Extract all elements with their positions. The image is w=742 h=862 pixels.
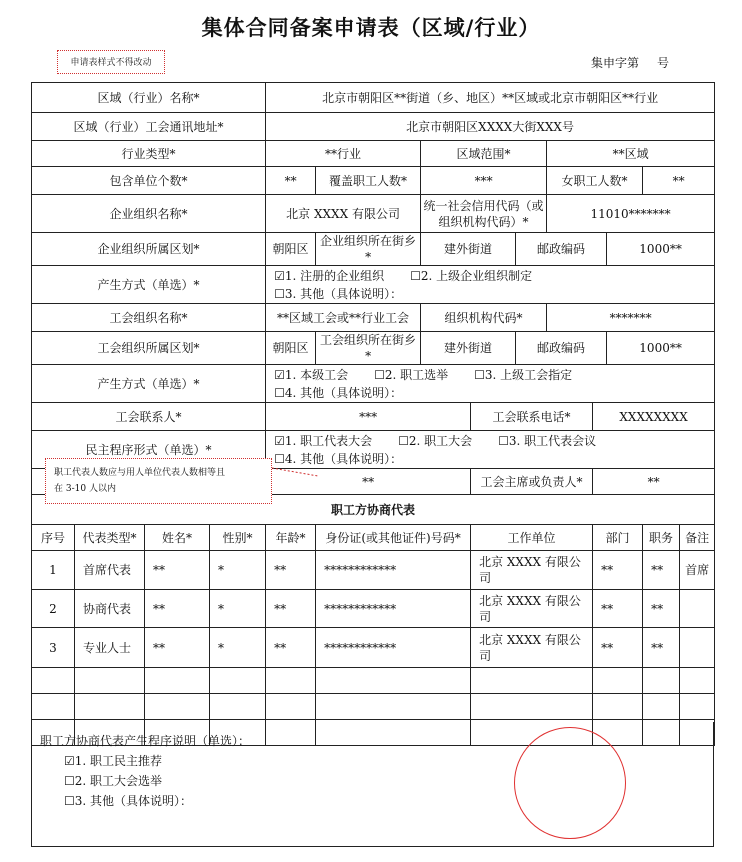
- democratic-option-3[interactable]: ☐3. 职工代表会议: [498, 433, 597, 448]
- union-district-label: 工会组织所属区划*: [32, 332, 266, 365]
- enterprise-district-label: 企业组织所属区划*: [32, 233, 266, 266]
- row-union-address: [32, 113, 715, 141]
- row-union-name: [32, 304, 715, 332]
- union-method-label: 产生方式（单选）*: [32, 365, 266, 403]
- union-method-options: [266, 365, 715, 403]
- region-name-value[interactable]: 北京市朝阳区**街道（乡、地区）**区域或北京市朝阳区**行业: [266, 83, 715, 113]
- procedure-option-2[interactable]: ☐2. 职工大会选举: [64, 774, 163, 788]
- union-method-option-3[interactable]: ☐3. 上级工会指定: [474, 367, 573, 382]
- reps-header-row: [32, 525, 715, 551]
- region-name-label: 区域（行业）名称*: [32, 83, 266, 113]
- table-row-empty: [32, 694, 715, 720]
- col-header-dept: 部门: [593, 525, 643, 551]
- union-district-value[interactable]: 朝阳区: [266, 332, 316, 365]
- workers-value[interactable]: ***: [421, 167, 547, 195]
- union-street-value[interactable]: 建外街道: [421, 332, 516, 365]
- section-title: 职工方协商代表: [32, 495, 715, 525]
- table-row: 2 协商代表 ** * ** ************ 北京 XXXX 有限公司 ** **: [32, 590, 715, 628]
- union-contact-value[interactable]: ***: [266, 403, 471, 431]
- col-header-age: 年龄*: [266, 525, 316, 551]
- union-phone-value[interactable]: XXXXXXXX: [593, 403, 715, 431]
- serial-number: [587, 54, 669, 71]
- form-title: 集体合同备案申请表（区域/行业）: [201, 16, 541, 40]
- union-phone-label: 工会联系电话*: [471, 403, 593, 431]
- democratic-option-4[interactable]: ☐4. 其他（具体说明）：: [274, 451, 403, 466]
- org-code-value[interactable]: *******: [547, 304, 715, 332]
- enterprise-method-options: [266, 266, 715, 304]
- enterprise-method-label: 产生方式（单选）*: [32, 266, 266, 304]
- democratic-option-2[interactable]: ☐2. 职工大会: [398, 433, 473, 448]
- table-row: 1 首席代表 ** * ** ************ 北京 XXXX 有限公司 ** ** 首席: [32, 551, 715, 590]
- row-enterprise-method: [32, 266, 715, 304]
- union-street-label: 工会组织所在街乡*: [316, 332, 421, 365]
- col-header-post: 职务: [643, 525, 680, 551]
- union-name-label: 工会组织名称*: [32, 304, 266, 332]
- female-value[interactable]: **: [643, 167, 715, 195]
- callout-line-2: 在 3-10 人以内: [54, 484, 116, 494]
- union-contact-label: 工会联系人*: [32, 403, 266, 431]
- democratic-option-1[interactable]: ☑1. 职工代表大会: [274, 433, 373, 448]
- row-region-name: [32, 83, 715, 113]
- col-header-name: 姓名*: [145, 525, 210, 551]
- union-name-value[interactable]: **区域工会或**行业工会: [266, 304, 421, 332]
- col-header-type: 代表类型*: [75, 525, 145, 551]
- rep-count-callout: [45, 458, 272, 504]
- table-row: 3 专业人士 ** * ** ************ 北京 XXXX 有限公司 ** **: [32, 628, 715, 668]
- row-industry: [32, 141, 715, 167]
- union-method-option-4[interactable]: ☐4. 其他（具体说明）：: [274, 385, 403, 400]
- table-row-empty: [32, 668, 715, 694]
- procedure-option-1[interactable]: ☑1. 职工民主推荐: [64, 754, 163, 768]
- col-header-id: 身份证(或其他证件)号码*: [316, 525, 471, 551]
- units-value[interactable]: **: [266, 167, 316, 195]
- union-method-option-1[interactable]: ☑1. 本级工会: [274, 367, 349, 382]
- democratic-label: 民主程序形式（单选）*: [32, 431, 266, 469]
- enterprise-method-option-3[interactable]: ☐3. 其他（具体说明）：: [274, 286, 403, 301]
- chair-label: 工会主席或负责人*: [471, 469, 593, 495]
- female-label: 女职工人数*: [547, 167, 643, 195]
- procedure-option-3[interactable]: ☐3. 其他（具体说明）：: [64, 794, 193, 808]
- org-code-label: 组织机构代码*: [421, 304, 547, 332]
- units-label: 包含单位个数*: [32, 167, 266, 195]
- serial-prefix: 集申字第: [591, 56, 640, 70]
- serial-suffix: 号: [657, 56, 670, 70]
- enterprise-street-value[interactable]: 建外街道: [421, 233, 516, 266]
- callout-leader-line: [272, 466, 318, 478]
- row-enterprise-district: [32, 233, 715, 266]
- enterprise-post-label: 邮政编码: [516, 233, 607, 266]
- scope-value[interactable]: **区域: [547, 141, 715, 167]
- template-note: 申请表样式不得改动: [57, 50, 165, 74]
- chair-value[interactable]: **: [593, 469, 715, 495]
- enterprise-method-option-2[interactable]: ☐2. 上级企业组织制定: [410, 268, 533, 283]
- col-header-no: 序号: [32, 525, 75, 551]
- workers-label: 覆盖职工人数*: [316, 167, 421, 195]
- procedure-heading: 职工方协商代表产生程序说明（单选）：: [40, 734, 251, 748]
- scope-label: 区域范围*: [421, 141, 547, 167]
- seal-circle: [514, 727, 626, 839]
- application-form-table: [31, 82, 715, 746]
- union-post-value[interactable]: 1000**: [607, 332, 715, 365]
- union-method-option-2[interactable]: ☐2. 职工选举: [374, 367, 449, 382]
- enterprise-method-option-1[interactable]: ☑1. 注册的企业组织: [274, 268, 385, 283]
- industry-label: 行业类型*: [32, 141, 266, 167]
- col-header-unit: 工作单位: [471, 525, 593, 551]
- industry-value[interactable]: **行业: [266, 141, 421, 167]
- enterprise-post-value[interactable]: 1000**: [607, 233, 715, 266]
- union-post-label: 邮政编码: [516, 332, 607, 365]
- row-units: [32, 167, 715, 195]
- democratic-options: [266, 431, 715, 469]
- col-header-remark: 备注: [680, 525, 715, 551]
- credit-code-value[interactable]: 11010*******: [547, 195, 715, 233]
- legal-rep-value[interactable]: **: [266, 469, 471, 495]
- enterprise-name-value[interactable]: 北京 XXXX 有限公司: [266, 195, 421, 233]
- credit-code-label: 统一社会信用代码（或组织机构代码）*: [421, 195, 547, 233]
- enterprise-street-label: 企业组织所在街乡*: [316, 233, 421, 266]
- union-address-value[interactable]: 北京市朝阳区XXXX大街XXX号: [266, 113, 715, 141]
- row-enterprise-name: [32, 195, 715, 233]
- enterprise-name-label: 企业组织名称*: [32, 195, 266, 233]
- row-union-district: [32, 332, 715, 365]
- row-union-method: [32, 365, 715, 403]
- col-header-sex: 性别*: [210, 525, 266, 551]
- row-union-contact: [32, 403, 715, 431]
- callout-line-1: 职工代表人数应与用人单位代表人数相等且: [54, 468, 226, 478]
- enterprise-district-value[interactable]: 朝阳区: [266, 233, 316, 266]
- union-address-label: 区域（行业）工会通讯地址*: [32, 113, 266, 141]
